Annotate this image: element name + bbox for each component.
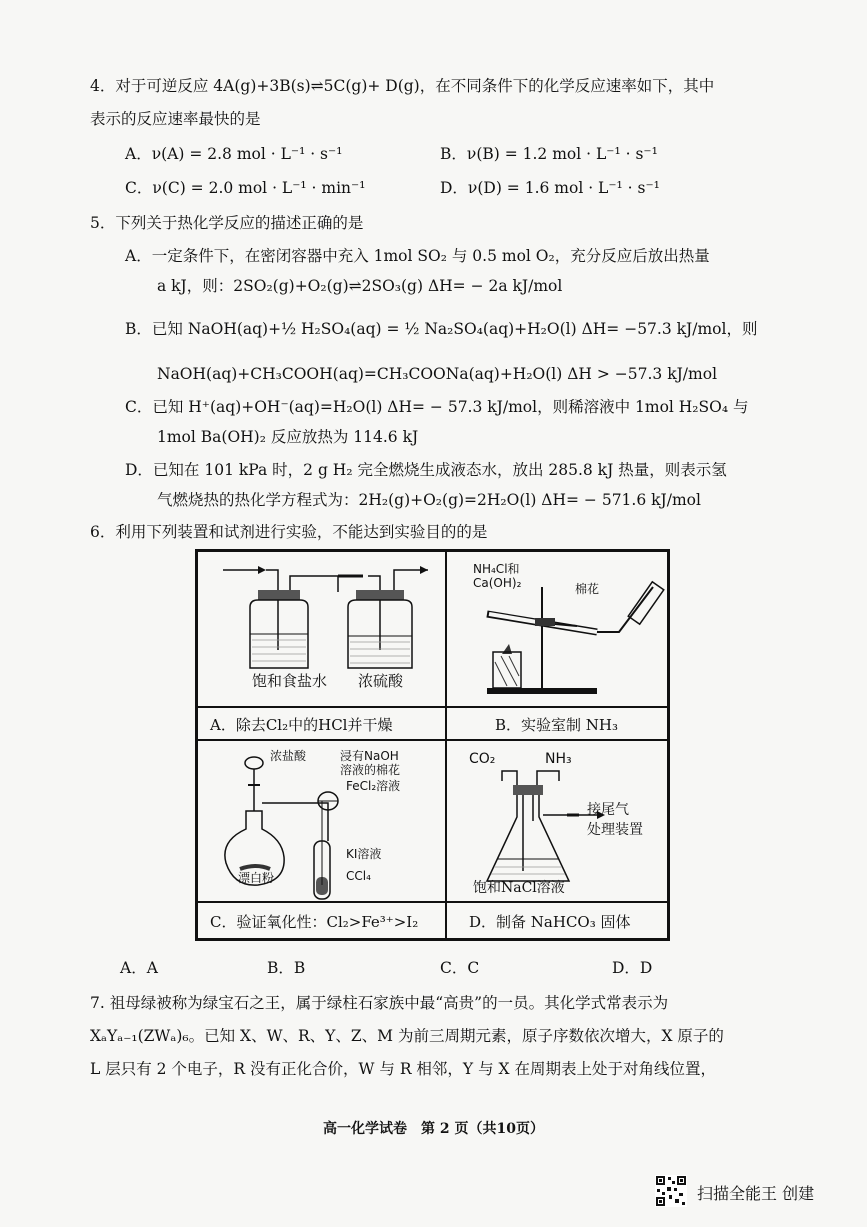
panel-c-apparatus-icon [198, 741, 443, 901]
q4-option-c: C．ν(C) = 2.0 mol · L⁻¹ · min⁻¹ [125, 179, 366, 197]
panel-b-label-reagent1: NH₄Cl和 [473, 562, 520, 576]
panel-b-figure [446, 551, 668, 707]
q7-line3: L 层只有 2 个电子，R 没有正化合价，W 与 R 相邻，Y 与 X 在周期表上处于对角线位置， [90, 1060, 716, 1078]
q5-option-d-line2: 气燃烧热的热化学方程式为：2H₂(g)+O₂(g)=2H₂O(l) ΔH= − 571.6 kJ/mol [157, 491, 701, 509]
panel-d-figure [446, 740, 668, 902]
scanner-watermark [655, 1175, 845, 1209]
panel-c-caption-cell [197, 902, 446, 939]
panel-d-label-tail-gas: 接尾气 [587, 802, 629, 818]
q5-option-c-line2: 1mol Ba(OH)₂ 反应放热为 114.6 kJ [157, 428, 419, 446]
q5-option-a-line2: a kJ，则：2SO₂(g)+O₂(g)⇌2SO₃(g) ΔH= − 2a kJ/mol [157, 277, 563, 295]
panel-d-label-co2: CO₂ [469, 751, 496, 767]
panel-c-figure [197, 740, 446, 902]
panel-c-caption: C．验证氧化性：Cl₂>Fe³⁺>I₂ [210, 913, 419, 931]
q4-option-a: A．ν(A) = 2.8 mol · L⁻¹ · s⁻¹ [125, 145, 343, 163]
watermark-text: 扫描全能王 创建 [697, 1184, 815, 1203]
panel-a-caption: A．除去Cl₂中的HCl并干燥 [210, 716, 393, 734]
q4-option-d: D．ν(D) = 1.6 mol · L⁻¹ · s⁻¹ [440, 179, 660, 197]
panel-c-label-hcl: 浓盐酸 [270, 749, 307, 763]
panel-a-figure [197, 551, 446, 707]
panel-d-caption: D．制备 NaHCO₃ 固体 [469, 913, 631, 931]
panel-c-label-ccl4: CCl₄ [346, 869, 371, 883]
panel-d-caption-cell [446, 902, 668, 939]
panel-c-label-fecl2: FeCl₂溶液 [346, 779, 401, 793]
qr-code-icon [655, 1175, 687, 1207]
panel-c-label-bleach: 漂白粉 [238, 871, 275, 885]
q5-stem: 5．下列关于热化学反应的描述正确的是 [90, 214, 364, 232]
panel-a-label-acid: 浓硫酸 [358, 672, 404, 690]
panel-c-label-naoh: 浸有NaOH [340, 749, 399, 763]
q6-answer-d: D．D [612, 959, 653, 977]
panel-b-label-reagent2: Ca(OH)₂ [473, 576, 522, 590]
panel-d-label-nh3: NH₃ [545, 751, 572, 767]
q5-option-b-line2: NaOH(aq)+CH₃COOH(aq)=CH₃COONa(aq)+H₂O(l) ΔH > −57.3 kJ/mol [157, 365, 718, 383]
page-footer: 高一化学试卷 第 2 页（共10页） [323, 1121, 544, 1137]
q6-stem: 6．利用下列装置和试剂进行实验，不能达到实验目的的是 [90, 523, 488, 541]
q6-answer-c: C．C [440, 959, 480, 977]
apparatus-grid [195, 549, 670, 941]
q6-answer-b: B．B [267, 959, 306, 977]
panel-d-label-treatment: 处理装置 [587, 822, 643, 838]
q5-option-b-line1: B．已知 NaOH(aq)+½ H₂SO₄(aq) = ½ Na₂SO₄(aq)+H₂O(l) ΔH= −57.3 kJ/mol，则 [125, 320, 758, 338]
panel-b-label-cotton: 棉花 [575, 582, 600, 596]
q7-line1: 7. 祖母绿被称为绿宝石之王，属于绿柱石家族中最“高贵”的一员。其化学式常表示为 [90, 994, 669, 1012]
q4-option-b: B．ν(B) = 1.2 mol · L⁻¹ · s⁻¹ [440, 145, 658, 163]
panel-b-caption: B．实验室制 NH₃ [495, 716, 619, 734]
q6-answer-a: A．A [120, 959, 158, 977]
panel-c-label-ki: KI溶液 [346, 847, 382, 861]
panel-c-label-cotton: 溶液的棉花 [340, 763, 401, 777]
q4-stem-line1: 4．对于可逆反应 4A(g)+3B(s)⇌5C(g)+ D(g)，在不同条件下的化学反应速率如下，其中 [90, 77, 715, 95]
q4-stem-line2: 表示的反应速率最快的是 [90, 110, 261, 128]
q5-option-a-line1: A．一定条件下，在密闭容器中充入 1mol SO₂ 与 0.5 mol O₂，充分反应后放出热量 [125, 247, 710, 265]
q7-line2: XₐYₐ₋₁(ZWₐ)₆。已知 X、W、R、Y、Z、M 为前三周期元素，原子序数依次增大，X 原子的 [90, 1027, 724, 1045]
q5-option-c-line1: C．已知 H⁺(aq)+OH⁻(aq)=H₂O(l) ΔH= − 57.3 kJ/mol，则稀溶液中 1mol H₂SO₄ 与 [125, 398, 749, 416]
q5-option-d-line1: D．已知在 101 kPa 时，2 g H₂ 完全燃烧生成液态水，放出 285.8 kJ 热量，则表示氢 [125, 461, 727, 479]
panel-b-caption-cell [446, 707, 668, 740]
panel-d-label-nacl: 饱和NaCl溶液 [473, 880, 565, 896]
panel-a-label-brine: 饱和食盐水 [252, 672, 328, 690]
panel-a-caption-cell [197, 707, 446, 740]
